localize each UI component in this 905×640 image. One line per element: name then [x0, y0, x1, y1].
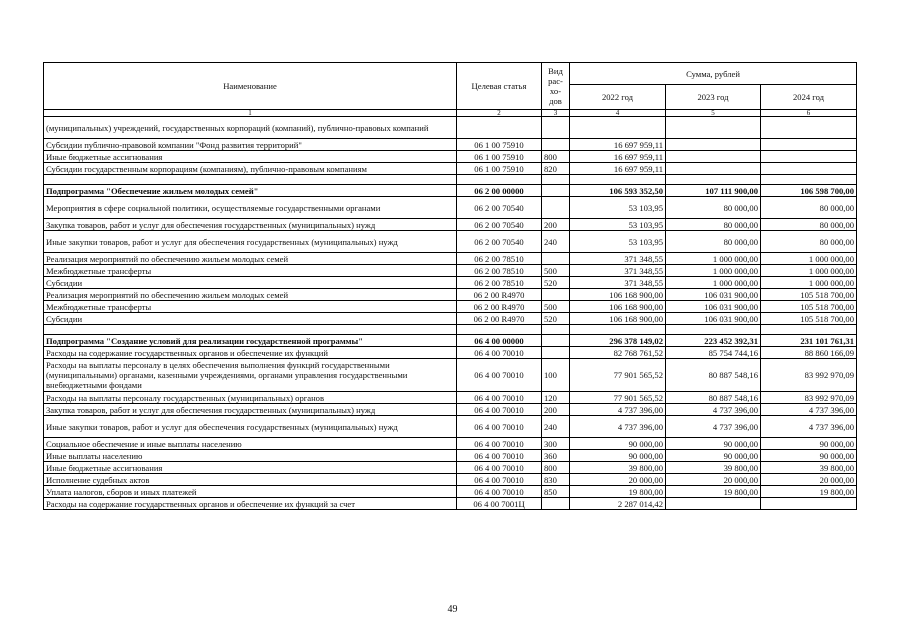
row-name: Субсидии	[44, 277, 457, 289]
row-name: (муниципальных) учреждений, государственных корпораций (компаний), публично-правовых компаний	[44, 117, 457, 139]
row-target-code: 06 2 00 78510	[457, 277, 542, 289]
row-sum-2022: 77 901 565,52	[570, 359, 666, 392]
row-expense-type	[542, 498, 570, 510]
row-sum-2022: 90 000,00	[570, 438, 666, 450]
row-name: Иные закупки товаров, работ и услуг для обеспечения государственных (муниципальных) нужд	[44, 231, 457, 253]
row-sum-2024	[761, 151, 857, 163]
row-sum-2022: 19 800,00	[570, 486, 666, 498]
header-name: Наименование	[44, 63, 457, 110]
row-name: Субсидии публично-правовой компании "Фонд развития территорий"	[44, 139, 457, 151]
row-name: Расходы на выплаты персоналу государственных (муниципальных) органов	[44, 392, 457, 404]
row-sum-2024: 83 992 970,09	[761, 392, 857, 404]
table-row	[44, 277, 857, 289]
row-sum-2022: 39 800,00	[570, 462, 666, 474]
row-name: Субсидии	[44, 313, 457, 325]
row-sum-2023	[666, 163, 761, 175]
spacer-row	[44, 325, 857, 335]
row-target-code: 06 4 00 70010	[457, 450, 542, 462]
row-name: Межбюджетные трансферты	[44, 265, 457, 277]
row-sum-2024: 4 737 396,00	[761, 416, 857, 438]
header-target-article: Целевая статья	[457, 63, 542, 110]
row-sum-2022: 16 697 959,11	[570, 139, 666, 151]
row-sum-2022: 4 737 396,00	[570, 416, 666, 438]
row-sum-2024: 90 000,00	[761, 450, 857, 462]
row-name: Иные выплаты населению	[44, 450, 457, 462]
header-year-2022: 2022 год	[570, 85, 666, 110]
row-name: Расходы на выплаты персоналу в целях обеспечения выполнения функций государственными (муниципальными) органами, казенными учреждениями, органами управления государственными внебюджетными фондами	[44, 359, 457, 392]
row-sum-2023: 19 800,00	[666, 486, 761, 498]
row-sum-2023: 106 031 900,00	[666, 289, 761, 301]
row-sum-2022: 82 768 761,52	[570, 347, 666, 359]
row-target-code: 06 2 00 00000	[457, 185, 542, 197]
row-target-code: 06 2 00 70540	[457, 231, 542, 253]
table-row	[44, 462, 857, 474]
row-sum-2022: 16 697 959,11	[570, 151, 666, 163]
row-sum-2023: 107 111 900,00	[666, 185, 761, 197]
table-row-subprogram	[44, 185, 857, 197]
row-sum-2024	[761, 163, 857, 175]
row-target-code: 06 4 00 70010	[457, 392, 542, 404]
row-sum-2022: 371 348,55	[570, 253, 666, 265]
row-sum-2024: 105 518 700,00	[761, 289, 857, 301]
row-target-code: 06 2 00 R4970	[457, 301, 542, 313]
row-expense-type	[542, 185, 570, 197]
table-row	[44, 301, 857, 313]
row-name: Закупка товаров, работ и услуг для обеспечения государственных (муниципальных) нужд	[44, 219, 457, 231]
row-sum-2023: 4 737 396,00	[666, 404, 761, 416]
row-sum-2022: 90 000,00	[570, 450, 666, 462]
row-name: Социальное обеспечение и иные выплаты населению	[44, 438, 457, 450]
row-name: Субсидии государственным корпорациям (компаниям), публично-правовым компаниям	[44, 163, 457, 175]
row-name: Подпрограмма "Создание условий для реализации государственной программы"	[44, 335, 457, 347]
table-row	[44, 197, 857, 219]
row-sum-2022: 2 287 014,42	[570, 498, 666, 510]
row-target-code: 06 4 00 70010	[457, 347, 542, 359]
row-sum-2022: 20 000,00	[570, 474, 666, 486]
row-target-code: 06 2 00 R4970	[457, 289, 542, 301]
column-index: 4	[570, 110, 666, 117]
row-sum-2023: 1 000 000,00	[666, 265, 761, 277]
row-name: Закупка товаров, работ и услуг для обеспечения государственных (муниципальных) нужд	[44, 404, 457, 416]
table-row	[44, 253, 857, 265]
row-sum-2023: 90 000,00	[666, 438, 761, 450]
row-expense-type: 800	[542, 462, 570, 474]
row-expense-type: 830	[542, 474, 570, 486]
row-sum-2024: 39 800,00	[761, 462, 857, 474]
table-row	[44, 219, 857, 231]
row-sum-2023: 80 000,00	[666, 231, 761, 253]
row-sum-2023: 80 887 548,16	[666, 392, 761, 404]
row-name: Расходы на содержание государственных органов и обеспечение их функций	[44, 347, 457, 359]
row-sum-2024: 105 518 700,00	[761, 313, 857, 325]
row-target-code: 06 4 00 70010	[457, 462, 542, 474]
table-row	[44, 163, 857, 175]
row-sum-2022: 296 378 149,02	[570, 335, 666, 347]
column-index: 6	[761, 110, 857, 117]
row-target-code: 06 4 00 00000	[457, 335, 542, 347]
table-row	[44, 117, 857, 139]
row-sum-2022: 53 103,95	[570, 231, 666, 253]
header-year-2024: 2024 год	[761, 85, 857, 110]
row-sum-2023	[666, 498, 761, 510]
table-row	[44, 347, 857, 359]
row-sum-2022: 371 348,55	[570, 277, 666, 289]
row-expense-type: 300	[542, 438, 570, 450]
row-target-code: 06 1 00 75910	[457, 151, 542, 163]
row-target-code: 06 2 00 R4970	[457, 313, 542, 325]
page-number: 49	[447, 604, 458, 615]
row-target-code: 06 1 00 75910	[457, 163, 542, 175]
row-expense-type	[542, 117, 570, 139]
row-expense-type: 100	[542, 359, 570, 392]
row-sum-2023	[666, 139, 761, 151]
row-sum-2023	[666, 117, 761, 139]
row-sum-2023	[666, 151, 761, 163]
row-sum-2023: 85 754 744,16	[666, 347, 761, 359]
row-target-code: 06 4 00 70010	[457, 416, 542, 438]
row-name: Иные бюджетные ассигнования	[44, 462, 457, 474]
column-index: 3	[542, 110, 570, 117]
row-sum-2022	[570, 117, 666, 139]
table-row	[44, 474, 857, 486]
row-expense-type: 500	[542, 265, 570, 277]
row-sum-2024: 1 000 000,00	[761, 265, 857, 277]
row-name: Межбюджетные трансферты	[44, 301, 457, 313]
row-sum-2022: 106 168 900,00	[570, 289, 666, 301]
row-sum-2023: 223 452 392,31	[666, 335, 761, 347]
row-target-code: 06 4 00 70010	[457, 438, 542, 450]
row-expense-type: 120	[542, 392, 570, 404]
row-sum-2024: 20 000,00	[761, 474, 857, 486]
row-sum-2023: 106 031 900,00	[666, 313, 761, 325]
row-expense-type: 200	[542, 404, 570, 416]
row-name: Подпрограмма "Обеспечение жильем молодых семей"	[44, 185, 457, 197]
table-row	[44, 438, 857, 450]
table-row	[44, 486, 857, 498]
row-expense-type: 850	[542, 486, 570, 498]
row-sum-2022: 371 348,55	[570, 265, 666, 277]
row-sum-2024: 106 598 700,00	[761, 185, 857, 197]
row-target-code: 06 4 00 70010	[457, 404, 542, 416]
row-sum-2024: 90 000,00	[761, 438, 857, 450]
row-sum-2022: 4 737 396,00	[570, 404, 666, 416]
row-sum-2023: 106 031 900,00	[666, 301, 761, 313]
header-year-2023: 2023 год	[666, 85, 761, 110]
row-expense-type: 520	[542, 277, 570, 289]
row-sum-2023: 1 000 000,00	[666, 253, 761, 265]
row-sum-2024: 1 000 000,00	[761, 277, 857, 289]
table-row	[44, 139, 857, 151]
row-sum-2024: 105 518 700,00	[761, 301, 857, 313]
row-name: Уплата налогов, сборов и иных платежей	[44, 486, 457, 498]
table-row	[44, 498, 857, 510]
header-expense-type: Вид рас- хо- дов	[542, 63, 570, 110]
row-expense-type	[542, 335, 570, 347]
header-sum: Сумма, рублей	[570, 63, 857, 85]
row-name: Иные закупки товаров, работ и услуг для обеспечения государственных (муниципальных) нужд	[44, 416, 457, 438]
row-expense-type: 240	[542, 231, 570, 253]
budget-table	[43, 62, 857, 510]
row-sum-2022: 77 901 565,52	[570, 392, 666, 404]
row-sum-2022: 106 168 900,00	[570, 301, 666, 313]
column-index: 1	[44, 110, 457, 117]
row-sum-2024: 1 000 000,00	[761, 253, 857, 265]
table-row	[44, 313, 857, 325]
row-sum-2023: 80 887 548,16	[666, 359, 761, 392]
row-sum-2024: 4 737 396,00	[761, 404, 857, 416]
row-sum-2023: 39 800,00	[666, 462, 761, 474]
row-sum-2023: 20 000,00	[666, 474, 761, 486]
row-sum-2024: 88 860 166,09	[761, 347, 857, 359]
row-target-code: 06 4 00 70010	[457, 359, 542, 392]
column-index: 2	[457, 110, 542, 117]
row-expense-type	[542, 289, 570, 301]
row-sum-2024: 80 000,00	[761, 197, 857, 219]
row-sum-2023: 80 000,00	[666, 197, 761, 219]
table-row	[44, 450, 857, 462]
row-name: Реализация мероприятий по обеспечению жильем молодых семей	[44, 253, 457, 265]
row-sum-2022: 53 103,95	[570, 197, 666, 219]
row-sum-2024: 80 000,00	[761, 219, 857, 231]
row-sum-2023: 1 000 000,00	[666, 277, 761, 289]
row-expense-type: 820	[542, 163, 570, 175]
row-expense-type: 360	[542, 450, 570, 462]
row-sum-2024	[761, 498, 857, 510]
table-row-subprogram	[44, 335, 857, 347]
table-row	[44, 359, 857, 392]
row-sum-2022: 53 103,95	[570, 219, 666, 231]
row-target-code: 06 2 00 70540	[457, 219, 542, 231]
row-sum-2023: 4 737 396,00	[666, 416, 761, 438]
row-expense-type: 500	[542, 301, 570, 313]
row-expense-type: 800	[542, 151, 570, 163]
row-sum-2024: 231 101 761,31	[761, 335, 857, 347]
row-name: Расходы на содержание государственных органов и обеспечение их функций за счет	[44, 498, 457, 510]
row-sum-2024	[761, 117, 857, 139]
table-row	[44, 416, 857, 438]
row-target-code: 06 4 00 7001Ц	[457, 498, 542, 510]
spacer-row	[44, 175, 857, 185]
row-sum-2023: 90 000,00	[666, 450, 761, 462]
row-target-code: 06 1 00 75910	[457, 139, 542, 151]
row-sum-2024	[761, 139, 857, 151]
table-row	[44, 404, 857, 416]
row-target-code: 06 2 00 78510	[457, 253, 542, 265]
table-row	[44, 289, 857, 301]
table-row	[44, 392, 857, 404]
row-sum-2024: 19 800,00	[761, 486, 857, 498]
row-target-code: 06 4 00 70010	[457, 474, 542, 486]
table-row	[44, 265, 857, 277]
row-expense-type: 200	[542, 219, 570, 231]
row-name: Исполнение судебных актов	[44, 474, 457, 486]
row-name: Мероприятия в сфере социальной политики, осуществляемые государственными органами	[44, 197, 457, 219]
row-target-code: 06 2 00 78510	[457, 265, 542, 277]
row-sum-2022: 106 168 900,00	[570, 313, 666, 325]
row-name: Реализация мероприятий по обеспечению жильем молодых семей	[44, 289, 457, 301]
table-row	[44, 231, 857, 253]
row-target-code: 06 2 00 70540	[457, 197, 542, 219]
row-sum-2022: 16 697 959,11	[570, 163, 666, 175]
row-expense-type	[542, 197, 570, 219]
row-sum-2024: 80 000,00	[761, 231, 857, 253]
row-name: Иные бюджетные ассигнования	[44, 151, 457, 163]
row-expense-type	[542, 139, 570, 151]
row-target-code: 06 4 00 70010	[457, 486, 542, 498]
row-sum-2023: 80 000,00	[666, 219, 761, 231]
row-expense-type: 520	[542, 313, 570, 325]
row-sum-2022: 106 593 352,50	[570, 185, 666, 197]
table-row	[44, 151, 857, 163]
row-expense-type	[542, 253, 570, 265]
column-index: 5	[666, 110, 761, 117]
row-expense-type: 240	[542, 416, 570, 438]
row-target-code	[457, 117, 542, 139]
row-expense-type	[542, 347, 570, 359]
row-sum-2024: 83 992 970,09	[761, 359, 857, 392]
